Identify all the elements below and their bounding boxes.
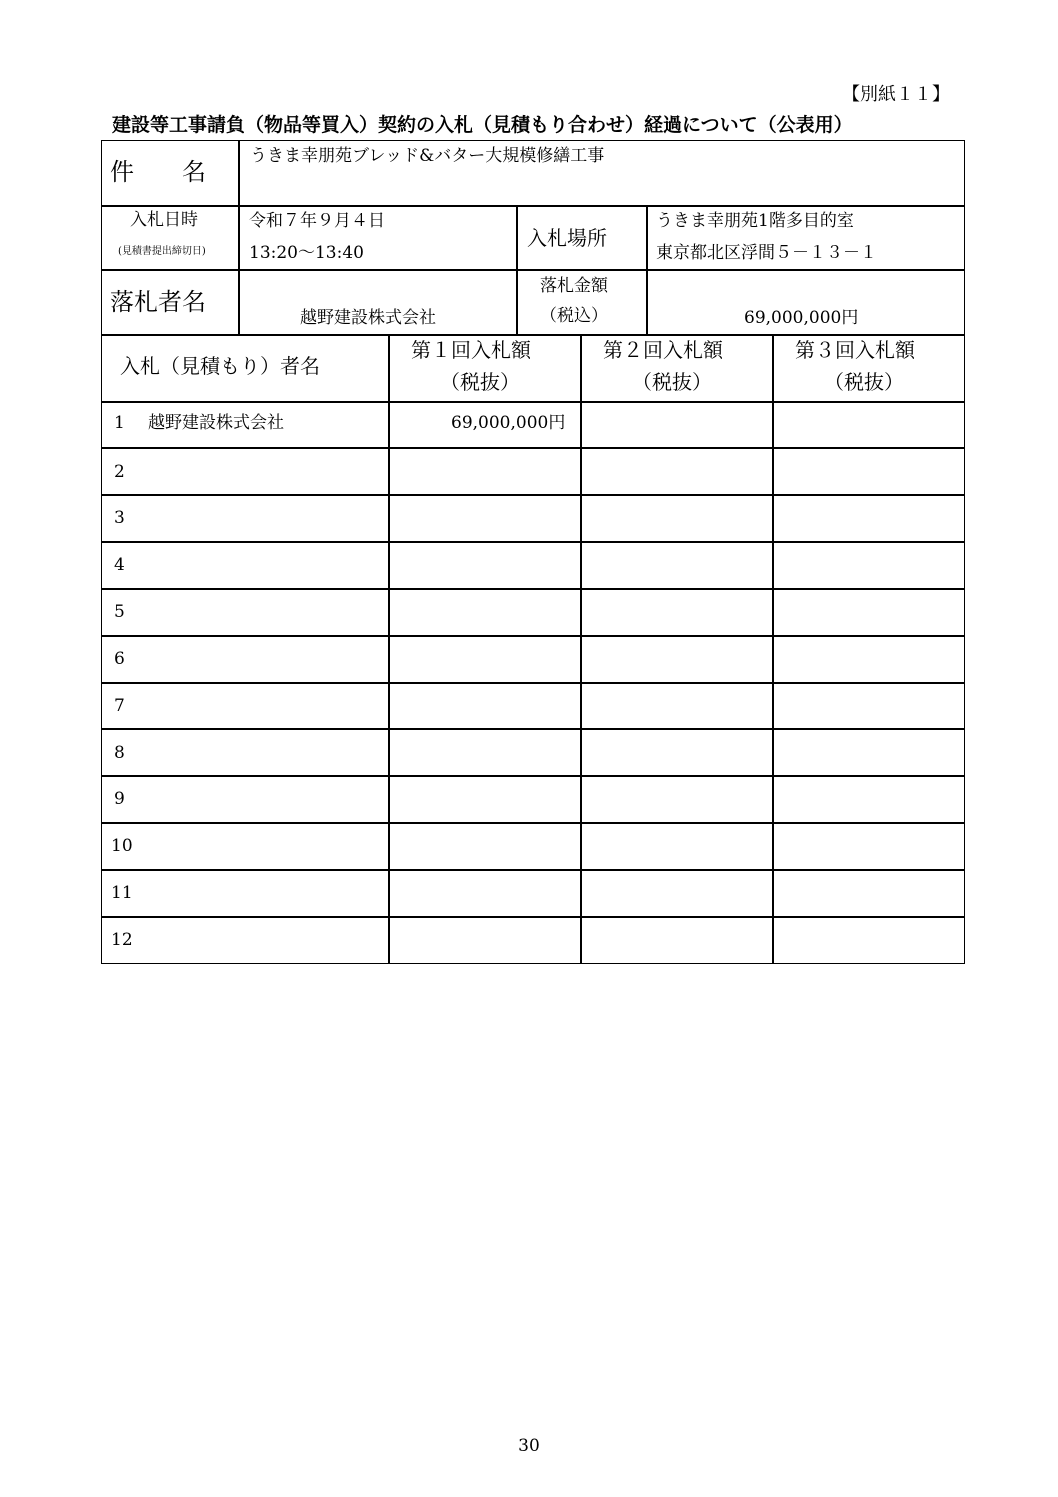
row-no: 5 [114,602,125,622]
winner-label: 落札者名 [110,288,206,316]
place-line2: 東京都北区浮間５－１３－１ [656,243,877,263]
row-no: 3 [114,508,125,528]
rule [101,775,965,777]
row-no: 12 [111,930,133,950]
rule [516,205,518,335]
rule [238,140,240,335]
row-no: 9 [114,789,125,809]
row-no: 8 [114,743,125,763]
rule [101,822,965,824]
round3-header: 第３回入札額 [795,338,915,362]
rule [101,588,965,590]
rule [101,205,965,207]
annex-label: 【別紙１１】 [842,84,950,105]
rule [101,334,965,336]
row-no: 2 [114,462,125,482]
row-no: 1 [114,413,125,433]
round2-subheader: （税抜） [632,370,712,394]
datetime-sublabel: (見積書提出締切日) [118,246,206,257]
place-label: 入札場所 [527,226,607,250]
place-line1: うきま幸朋苑1階多目的室 [656,211,854,231]
round1-subheader: （税抜） [440,370,520,394]
rule [101,728,965,730]
date-value: 令和７年９月４日 [249,211,385,231]
rule [646,205,648,335]
rule [101,447,965,449]
info-table [101,140,965,964]
row-no: 11 [111,883,133,903]
amount-value: 69,000,000円 [744,308,859,328]
rule [101,682,965,684]
round2-header: 第２回入札額 [603,338,723,362]
row-name: 越野建設株式会社 [148,413,284,433]
amount-label: 落札金額 [540,276,608,296]
rule [101,635,965,637]
rule [101,869,965,871]
document-title: 建設等工事請負（物品等買入）契約の入札（見積もり合わせ）経過について（公表用） [112,114,853,136]
datetime-label: 入札日時 [130,210,198,230]
amount-label-tax: （税込） [540,306,608,326]
row-no: 10 [111,836,133,856]
time-value: 13:20～13:40 [249,243,364,263]
row-no: 6 [114,649,125,669]
rule [101,269,965,271]
rule [101,494,965,496]
subject-label: 件 名 [110,158,206,186]
subject-value: うきま幸朋苑ブレッド&バター大規模修繕工事 [250,146,605,166]
bidder-header: 入札（見積もり）者名 [120,354,320,378]
row-round1: 69,000,000円 [451,413,566,433]
winner-value: 越野建設株式会社 [300,308,436,328]
rule [101,401,965,403]
round3-subheader: （税抜） [824,370,904,394]
row-no: 4 [114,555,125,575]
row-no: 7 [114,696,125,716]
rule [101,541,965,543]
round1-header: 第１回入札額 [411,338,531,362]
rule [101,916,965,918]
page-number: 30 [518,1436,540,1456]
